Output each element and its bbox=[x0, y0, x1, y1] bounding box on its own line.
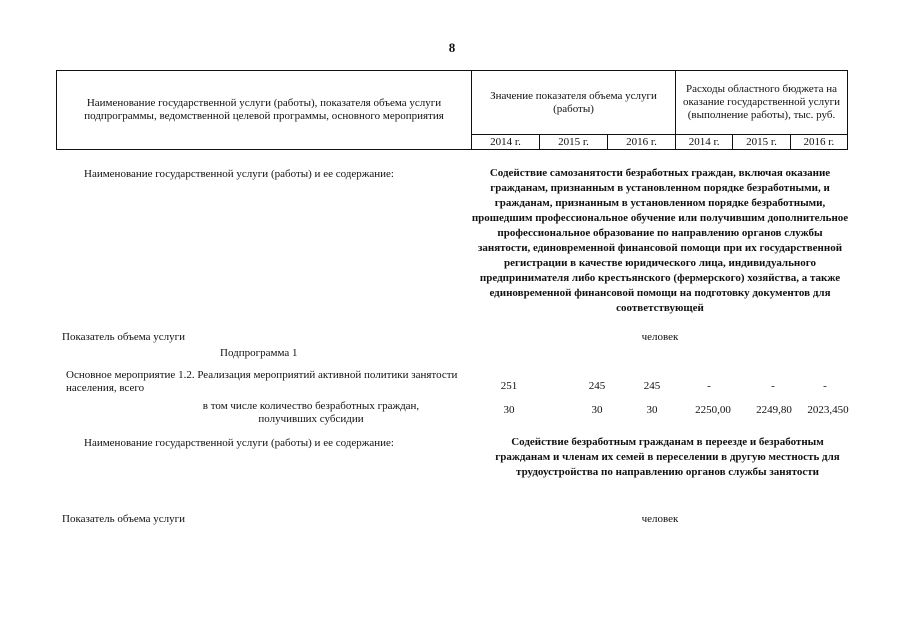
table-row-main-event bbox=[66, 369, 476, 395]
service2-unit: человек bbox=[641, 513, 679, 525]
expense-year-2016: 2016 г. bbox=[790, 135, 847, 150]
main-event-value-2016: 245 bbox=[643, 380, 661, 392]
main-event-expense-2016: - bbox=[823, 380, 827, 392]
table-row-subsidies bbox=[180, 400, 442, 426]
page-number: 8 bbox=[448, 40, 456, 55]
service1-indicator-label: Показатель объема услуги bbox=[62, 331, 186, 343]
service2-description: Содействие безработным гражданам в переезде и безработным гражданам и членам их семей в переселении в другую местность для трудоустройства по направлению органов службы занятости bbox=[495, 436, 840, 478]
value-year-2016: 2016 г. bbox=[608, 135, 676, 150]
subprogram-title: Подпрограмма 1 bbox=[220, 347, 298, 359]
service1-unit: человек bbox=[641, 331, 679, 343]
expense-year-2014: 2014 г. bbox=[676, 135, 733, 150]
subsidies-value-2014: 30 bbox=[503, 404, 515, 416]
subsidies-value-2015: 30 bbox=[591, 404, 603, 416]
main-event-value-2014: 251 bbox=[500, 380, 518, 392]
service2-indicator-label: Показатель объема услуги bbox=[62, 513, 186, 525]
main-event-value-2015: 245 bbox=[588, 380, 606, 392]
expense-year-2015: 2015 г. bbox=[733, 135, 790, 150]
value-column-header: Значение показателя объема услуги (работы) bbox=[472, 71, 676, 135]
subsidies-expense-2016: 2023,450 bbox=[807, 404, 849, 416]
main-event-name: Основное мероприятие 1.2. Реализация мероприятий активной политики занятости населения, всего bbox=[66, 369, 458, 394]
subsidies-expense-2015: 2249,80 bbox=[756, 404, 792, 416]
value-year-2015: 2015 г. bbox=[540, 135, 608, 150]
main-event-expense-2015: - bbox=[771, 380, 775, 392]
main-event-expense-2014: - bbox=[707, 380, 711, 392]
service1-description: Содействие самозанятости безработных граждан, включая оказание гражданам, признанным в установленном порядке безработными, и гражданам, признанным в установленном порядке безработными, прошедшим профессиональное обучение или получившим дополнительное профессиональное образование по направлению органов службы занятости, единовременной финансовой помощи при их государственной регистрации в качестве юридического лица, индивидуального предпринимателя либо крестьянского (фермерского) хозяйства, а также единовременной финансовой помощи на подготовку документов для соответствующей bbox=[471, 167, 849, 314]
subsidies-value-2016: 30 bbox=[646, 404, 658, 416]
subsidies-name: в том числе количество безработных граждан, получивших субсидии bbox=[202, 400, 420, 425]
service1-label: Наименование государственной услуги (работы) и ее содержание: bbox=[84, 168, 394, 180]
header-table bbox=[56, 70, 848, 150]
subsidies-expense-2014: 2250,00 bbox=[695, 404, 731, 416]
service2-label: Наименование государственной услуги (работы) и ее содержание: bbox=[84, 437, 394, 449]
name-column-header: Наименование государственной услуги (работы), показателя объема услуги подпрограммы, ведомственной целевой программы, основного мероприятия bbox=[57, 71, 472, 150]
value-year-2014: 2014 г. bbox=[472, 135, 540, 150]
expense-column-header: Расходы областного бюджета на оказание государственной услуги (выполнение работы), тыс. руб. bbox=[676, 71, 848, 135]
